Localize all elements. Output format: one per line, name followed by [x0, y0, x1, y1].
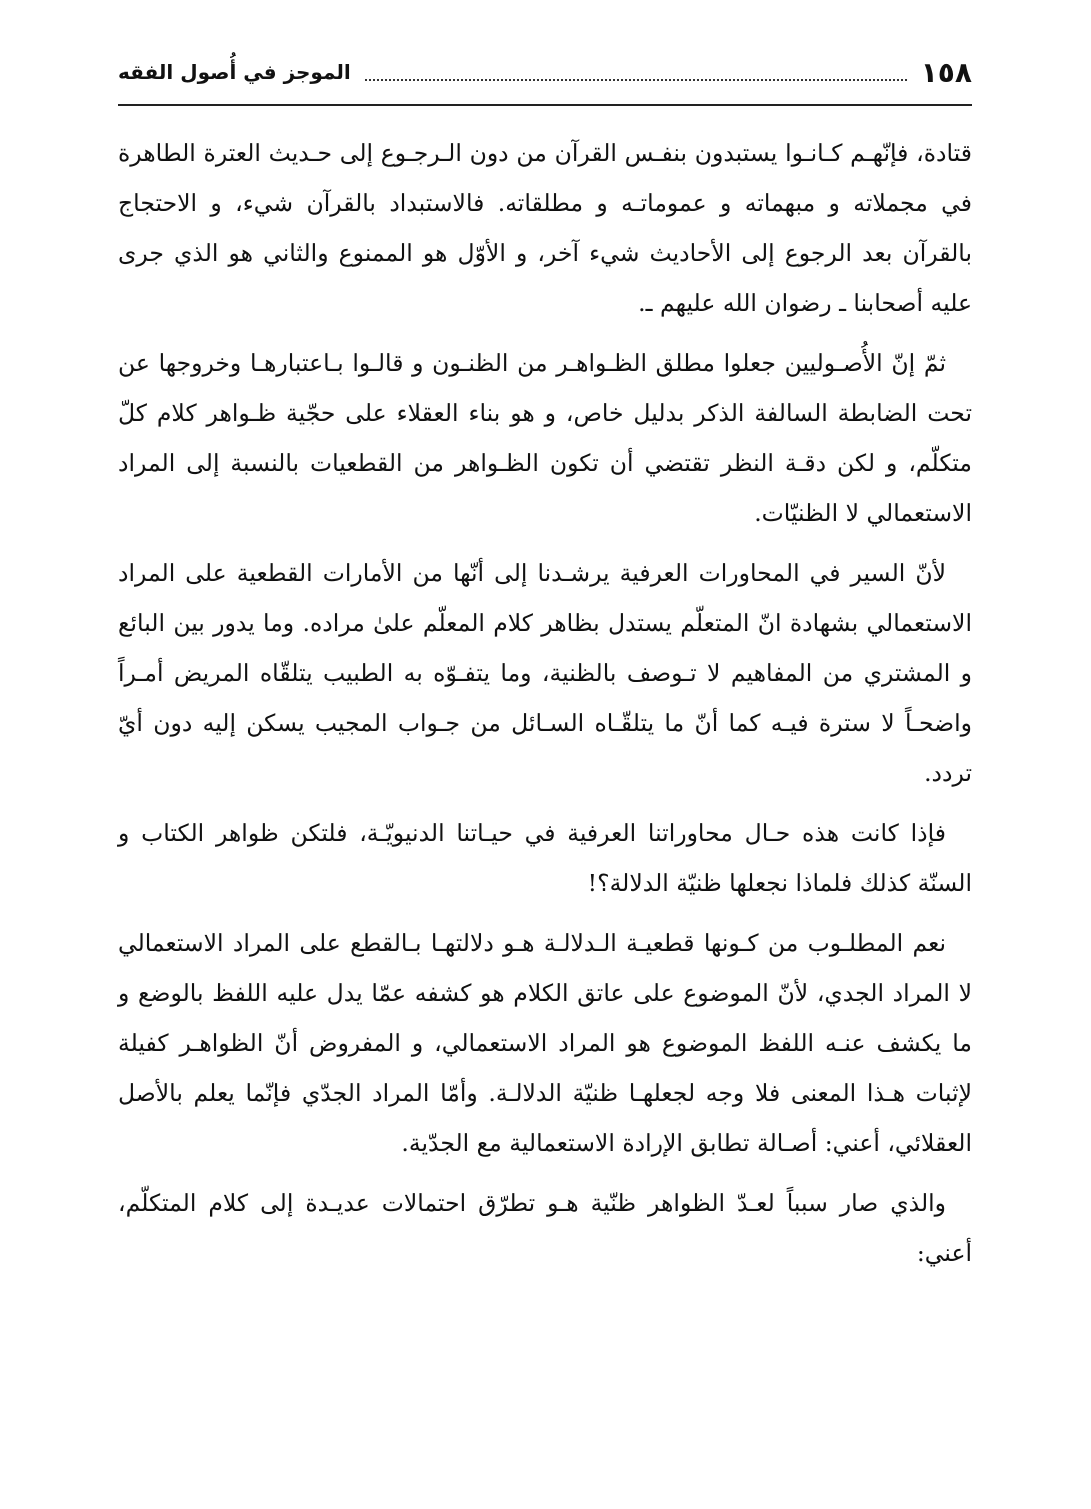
- paragraph-6: والذي صار سبباً لعـدّ الظواهر ظنّية هـو تطرّق احتمالات عديـدة إلى كلام المتكلّم، أعني:: [118, 1189, 972, 1267]
- page-number: ١٥٨: [920, 55, 972, 89]
- paragraph-1: قتادة، فإنّهـم كـانـوا يستبدون بنفـس القرآن من دون الـرجـوع إلى حـديث العترة الطاهرة في مجملاته و مبهماته و عموماتـه و مطلقاته. فالاستبداد بالقرآن شيء، و الاحتجاج بالقرآن بعد الرجوع إلى الأحاديث شيء آخر، و الأوّل هو الممنوع والثاني هو الذي جرى عليه أصحابنا ـ رضوان الله عليهم ـ.: [118, 139, 972, 317]
- body-text: [118, 128, 972, 1288]
- running-title: الموجز في أُصول الفقه: [118, 60, 351, 84]
- paragraph-5: نعم المطلـوب من كـونها قطعيـة الـدلالـة هـو دلالتهـا بـالقطع على المراد الاستعمالي لا المراد الجدي، لأنّ الموضوع على عاتق الكلام هو كشفه عمّا يدل عليه اللفظ بالوضع و ما يكشف عنـه اللفظ الموضوع هو المراد الاستعمالي، و المفروض أنّ الظواهـر كفيلة لإثبات هـذا المعنى فلا وجه لجعلهـا ظنيّة الدلالـة. وأمّا المراد الجدّي فإنّما يعلم بالأصل العقلائي، أعني: أصـالة تطابق الإرادة الاستعمالية مع الجدّية.: [118, 929, 972, 1157]
- page-header: [118, 50, 972, 94]
- dotted-leader: [365, 79, 907, 81]
- header-rule: [118, 104, 972, 106]
- paragraph-2: ثمّ إنّ الأُصـوليين جعلوا مطلق الظـواهـر من الظنـون و قالـوا بـاعتبارهـا وخروجها عن تحت الضابطة السالفة الذكر بدليل خاص، و هو بناء العقلاء على حجّية ظـواهر كلام كلّ متكلّم، و لكن دقـة النظر تقتضي أن تكون الظـواهر من القطعيات بالنسبة إلى المراد الاستعمالي لا الظنيّات.: [118, 349, 972, 527]
- paragraph-3: لأنّ السير في المحاورات العرفية يرشـدنا إلى أنّها من الأمارات القطعية على المراد الاستعمالي بشهادة انّ المتعلّم يستدل بظاهر كلام المعلّم علىٰ مراده. وما يدور بين البائع و المشتري من المفاهيم لا تـوصف بالظنية، وما يتفـوّه به الطبيب يتلقّاه المريض أمـراً واضحـاً لا سترة فيـه كما أنّ ما يتلقّـاه السـائل من جـواب المجيب يسكن إليه دون أيّ تردد.: [118, 559, 972, 787]
- paragraph-4: فإذا كانت هذه حـال محاوراتنا العرفية في حيـاتنا الدنيويّـة، فلتكن ظواهر الكتاب و السنّة كذلك فلماذا نجعلها ظنيّة الدلالة؟!: [118, 819, 972, 897]
